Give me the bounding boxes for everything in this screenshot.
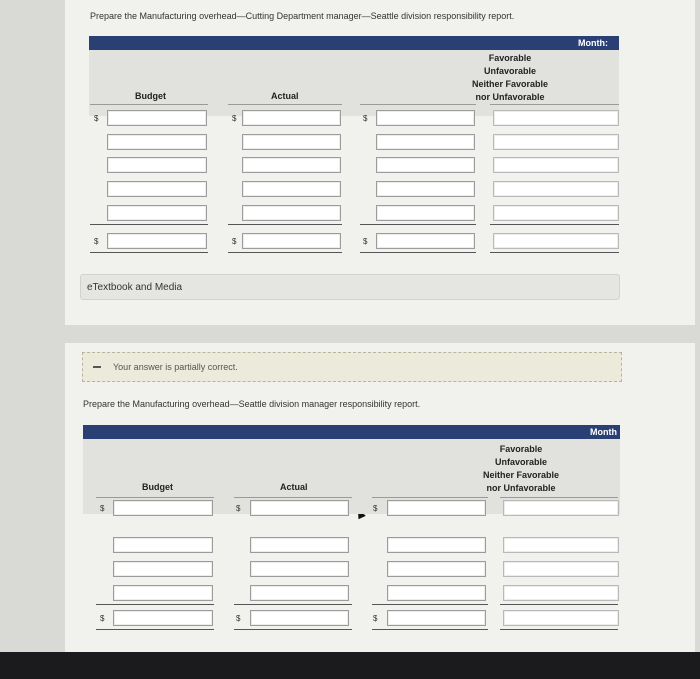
section1-month-label: Month:	[578, 38, 608, 48]
section1-total-rule	[90, 224, 208, 225]
section2-budget-input[interactable]	[113, 561, 213, 577]
section1-actual-input[interactable]	[242, 157, 341, 173]
section2-currency-symbol: $	[373, 504, 378, 513]
section2-difference-input[interactable]	[387, 537, 486, 553]
section1-actual-input[interactable]	[242, 233, 341, 249]
section2-variance-input[interactable]	[503, 500, 619, 516]
section2-variance-input[interactable]	[503, 585, 619, 601]
section2-total-rule	[372, 604, 488, 605]
section1-variance-header	[460, 52, 560, 104]
section2-variance-header-line: nor Unfavorable	[486, 483, 556, 493]
section2-currency-symbol: $	[236, 504, 241, 513]
section2-total-rule	[96, 629, 214, 630]
section2-difference-input[interactable]	[387, 610, 486, 626]
section1-header-rule	[360, 104, 476, 105]
section1-actual-input[interactable]	[242, 110, 341, 126]
section1-currency-symbol: $	[232, 237, 237, 246]
instruction-text-2: Prepare the Manufacturing overhead—Seattle division manager responsibility report.	[83, 399, 421, 409]
section2-difference-input[interactable]	[387, 561, 486, 577]
partial-correct-banner	[82, 352, 622, 382]
section1-variance-input[interactable]	[493, 134, 619, 150]
section2-budget-input[interactable]	[113, 500, 213, 516]
section1-total-rule	[490, 224, 619, 225]
section2-variance-input[interactable]	[503, 561, 619, 577]
section1-variance-input[interactable]	[493, 233, 619, 249]
screen-bezel	[0, 652, 700, 679]
section2-header-bar	[83, 425, 620, 439]
section2-total-rule	[234, 604, 352, 605]
section2-budget-header: Budget	[142, 482, 173, 492]
section1-total-rule	[360, 252, 476, 253]
section1-budget-input[interactable]	[107, 134, 207, 150]
section2-currency-symbol: $	[100, 614, 105, 623]
section1-currency-symbol: $	[363, 114, 368, 123]
section2-actual-input[interactable]	[250, 585, 349, 601]
section1-difference-input[interactable]	[376, 157, 475, 173]
section1-currency-symbol: $	[94, 237, 99, 246]
section1-variance-header-line: Neither Favorable	[471, 79, 549, 89]
section1-total-rule	[490, 252, 619, 253]
section2-header-rule	[372, 497, 488, 498]
section1-variance-header-line: Unfavorable	[483, 66, 536, 76]
section2-variance-header-line: Favorable	[499, 444, 543, 454]
section1-variance-input[interactable]	[493, 181, 619, 197]
section1-header-rule	[490, 104, 619, 105]
section1-currency-symbol: $	[232, 114, 237, 123]
section2-variance-header-line: Neither Favorable	[482, 470, 560, 480]
section2-budget-input[interactable]	[113, 610, 213, 626]
section2-variance-input[interactable]	[503, 537, 619, 553]
section1-budget-input[interactable]	[107, 233, 207, 249]
section2-variance-header-line: Unfavorable	[494, 457, 547, 467]
section1-difference-input[interactable]	[376, 205, 475, 221]
section2-actual-input[interactable]	[250, 610, 349, 626]
section1-actual-input[interactable]	[242, 181, 341, 197]
section1-budget-input[interactable]	[107, 205, 207, 221]
section1-variance-input[interactable]	[493, 157, 619, 173]
section2-actual-header: Actual	[280, 482, 308, 492]
section1-header-bar	[89, 36, 619, 50]
section2-currency-symbol: $	[373, 614, 378, 623]
section1-variance-header-line: Favorable	[488, 53, 532, 63]
section2-currency-symbol: $	[236, 614, 241, 623]
section2-actual-input[interactable]	[250, 500, 349, 516]
section1-total-rule	[228, 252, 342, 253]
section2-header-rule	[234, 497, 352, 498]
section1-budget-input[interactable]	[107, 110, 207, 126]
section2-budget-input[interactable]	[113, 537, 213, 553]
etextbook-media-link[interactable]: eTextbook and Media	[80, 274, 620, 300]
section2-difference-input[interactable]	[387, 585, 486, 601]
section2-total-rule	[96, 604, 214, 605]
section1-difference-input[interactable]	[376, 181, 475, 197]
section1-difference-input[interactable]	[376, 110, 475, 126]
section2-month-label: Month	[590, 427, 617, 437]
section2-total-rule	[234, 629, 352, 630]
section1-difference-input[interactable]	[376, 233, 475, 249]
instruction-text-1: Prepare the Manufacturing overhead—Cutting Department manager—Seattle division responsibility report.	[90, 11, 515, 21]
section1-actual-input[interactable]	[242, 134, 341, 150]
section1-currency-symbol: $	[363, 237, 368, 246]
section1-header-rule	[228, 104, 342, 105]
section2-currency-symbol: $	[100, 504, 105, 513]
section2-budget-input[interactable]	[113, 585, 213, 601]
partial-correct-icon	[93, 366, 101, 368]
section1-budget-input[interactable]	[107, 157, 207, 173]
section1-total-rule	[228, 224, 342, 225]
section1-difference-input[interactable]	[376, 134, 475, 150]
section1-header-rule	[90, 104, 208, 105]
section2-variance-input[interactable]	[503, 610, 619, 626]
section2-total-rule	[372, 629, 488, 630]
section1-variance-input[interactable]	[493, 110, 619, 126]
section2-total-rule	[500, 629, 618, 630]
section2-header-rule	[500, 497, 618, 498]
section1-total-rule	[90, 252, 208, 253]
partial-correct-text: Your answer is partially correct.	[113, 362, 238, 372]
section2-difference-input[interactable]	[387, 500, 486, 516]
section1-actual-input[interactable]	[242, 205, 341, 221]
section2-actual-input[interactable]	[250, 561, 349, 577]
section1-variance-input[interactable]	[493, 205, 619, 221]
section2-actual-input[interactable]	[250, 537, 349, 553]
section2-total-rule	[500, 604, 618, 605]
section2-variance-header	[471, 443, 571, 495]
section2-header-rule	[96, 497, 214, 498]
section1-actual-header: Actual	[271, 91, 299, 101]
section1-currency-symbol: $	[94, 114, 99, 123]
section1-budget-header: Budget	[135, 91, 166, 101]
section1-total-rule	[360, 224, 476, 225]
section1-variance-header-line: nor Unfavorable	[475, 92, 545, 102]
section1-budget-input[interactable]	[107, 181, 207, 197]
